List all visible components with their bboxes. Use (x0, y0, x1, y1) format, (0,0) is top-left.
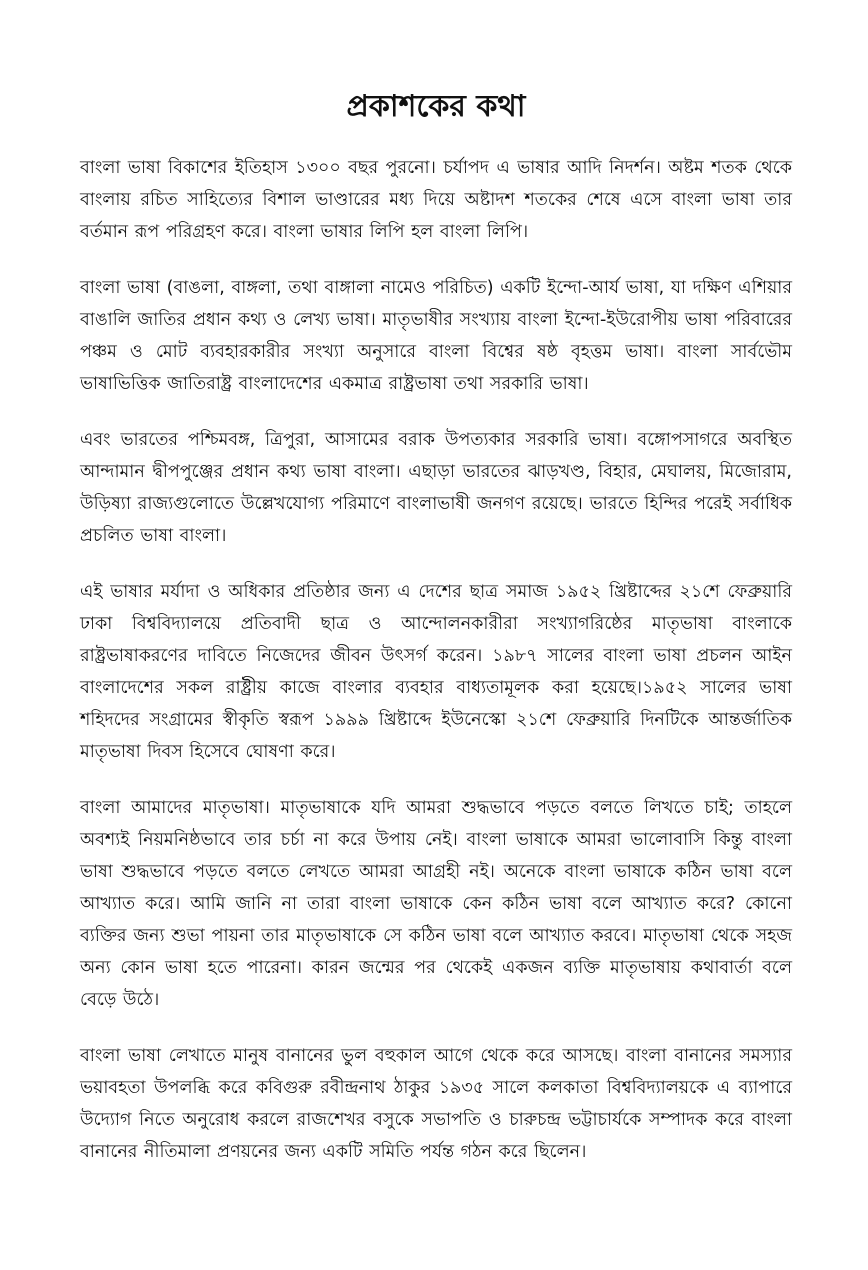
page-title: প্রকাশকের কথা (346, 89, 526, 124)
paragraph-2: বাংলা ভাষা (বাঙলা, বাঙ্গলা, তথা বাঙ্গালা নামেও পরিচিত) একটি ইন্দো-আর্য ভাষা, যা দক্ষিণ এশিয়ার বাঙালি জাতির প্রধান কথ্য ও লেখ্য ভাষা। মাতৃভাষীর সংখ্যায় বাংলা ইন্দো-ইউরোপীয় ভাষা পরিবারের পঞ্চম ও মোট ব্যবহারকারীর সংখ্যা অনুসারে বাংলা বিশ্বের ষষ্ঠ বৃহত্তম ভাষা। বাংলা সার্বভৌম ভাষাভিত্তিক জাতিরাষ্ট্র বাংলাদেশের একমাত্র রাষ্ট্রভাষা তথা সরকারি ভাষা। (80, 278, 792, 394)
paragraph-6: বাংলা ভাষা লেখাতে মানুষ বানানের ভুল বহুকাল আগে থেকে করে আসছে। বাংলা বানানের সমস্যার ভয়াবহতা উপলব্ধি করে কবিগুরু রবীন্দ্রনাথ ঠাকুর ১৯৩৫ সালে কলকাতা বিশ্ববিদ্যালয়কে এ ব্যাপারে উদ্যোগ নিতে অনুরোধ করলে রাজশেখর বসুকে সভাপতি ও চারুচন্দ্র ভট্টাচার্যকে সম্পাদক করে বাংলা বানানের নীতিমালা প্রণয়নের জন্য একটি সমিতি পর্যন্ত গঠন করে ছিলেন। (80, 1046, 792, 1162)
paragraph-5: বাংলা আমাদের মাতৃভাষা। মাতৃভাষাকে যদি আমরা শুদ্ধভাবে পড়তে বলতে লিখতে চাই; তাহলে অবশ্যই নিয়মনিষ্ঠভাবে তার চর্চা না করে উপায় নেই। বাংলা ভাষাকে আমরা ভালোবাসি কিন্তু বাংলা ভাষা শুদ্ধভাবে পড়তে বলতে লেখতে আমরা আগ্রহী নই। অনেকে বাংলা ভাষাকে কঠিন ভাষা বলে আখ্যাত করে। আমি জানি না তারা বাংলা ভাষাকে কেন কঠিন ভাষা বলে আখ্যাত করে? কোনো ব্যক্তির জন্য শুভা পায়না তার মাতৃভাষাকে সে কঠিন ভাষা বলে আখ্যাত করবে। মাতৃভাষা থেকে সহজ অন্য কোন ভাষা হতে পারেনা। কারন জন্মের পর থেকেই একজন ব্যক্তি মাতৃভাষায় কথাবার্তা বলে বেড়ে উঠে। (80, 798, 792, 1010)
paragraph-1: বাংলা ভাষা বিকাশের ইতিহাস ১৩০০ বছর পুরনো। চর্যাপদ এ ভাষার আদি নিদর্শন। অষ্টম শতক থেকে বাংলায় রচিত সাহিত্যের বিশাল ভাণ্ডারের মধ্য দিয়ে অষ্টাদশ শতকের শেষে এসে বাংলা ভাষা তার বর্তমান রূপ পরিগ্রহণ করে। বাংলা ভাষার লিপি হল বাংলা লিপি। (80, 158, 792, 242)
paragraph-4: এই ভাষার মর্যাদা ও অধিকার প্রতিষ্ঠার জন্য এ দেশের ছাত্র সমাজ ১৯৫২ খ্রিষ্টাব্দের ২১শে ফেব্রুয়ারি ঢাকা বিশ্ববিদ্যালয়ে প্রতিবাদী ছাত্র ও আন্দোলনকারীরা সংখ্যাগরিষ্ঠের মাতৃভাষা বাংলাকে রাষ্ট্রভাষাকরণের দাবিতে নিজেদের জীবন উৎসর্গ করেন। ১৯৮৭ সালের বাংলা ভাষা প্রচলন আইন বাংলাদেশের সকল রাষ্ট্রীয় কাজে বাংলার ব্যবহার বাধ্যতামূলক করা হয়েছে।১৯৫২ সালের ভাষা শহিদদের সংগ্রামের স্বীকৃতি স্বরূপ ১৯৯৯ খ্রিষ্টাব্দে ইউনেস্কো ২১শে ফেব্রুয়ারি দিনটিকে আন্তর্জাতিক মাতৃভাষা দিবস হিসেবে ঘোষণা করে। (80, 582, 792, 762)
paragraph-3: এবং ভারতের পশ্চিমবঙ্গ, ত্রিপুরা, আসামের বরাক উপত্যকার সরকারি ভাষা। বঙ্গোপসাগরে অবস্থিত আন্দামান দ্বীপপুঞ্জের প্রধান কথ্য ভাষা বাংলা। এছাড়া ভারতের ঝাড়খণ্ড, বিহার, মেঘালয়, মিজোরাম, উড়িষ্যা রাজ্যগুলোতে উল্লেখযোগ্য পরিমাণে বাংলাভাষী জনগণ রয়েছে। ভারতে হিন্দির পরেই সর্বাধিক প্রচলিত ভাষা বাংলা। (80, 430, 792, 546)
